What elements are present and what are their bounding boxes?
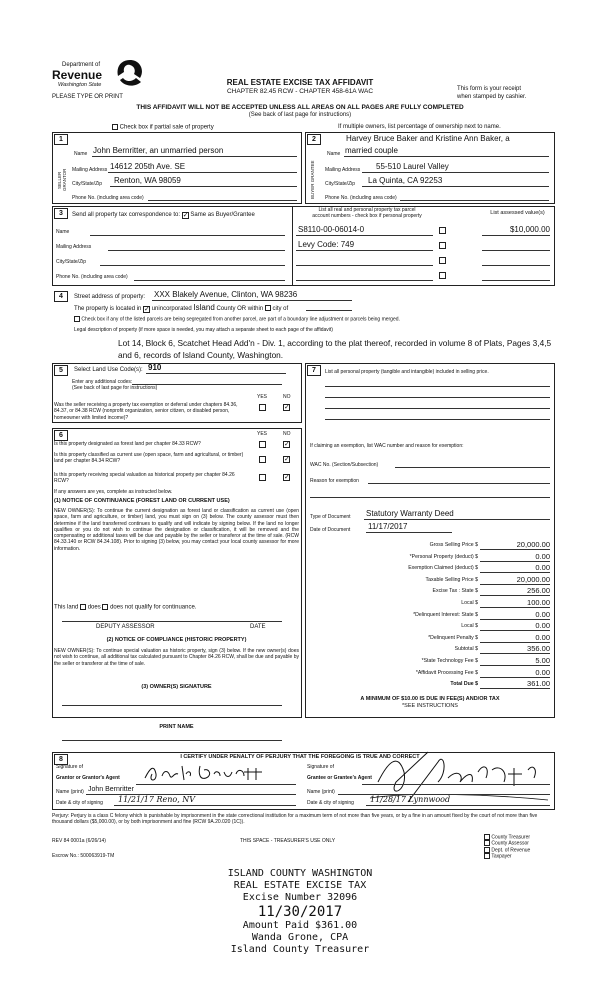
segregated-checkbox[interactable] (74, 316, 80, 322)
fee-value[interactable]: 0.00 (535, 551, 550, 561)
buyer-city[interactable]: La Quinta, CA 92253 (368, 176, 443, 185)
parcel-1-personal-checkbox[interactable] (439, 227, 446, 234)
fee-label: Subtotal $ (454, 646, 478, 653)
copy-county-assessor: County Assessor (491, 840, 529, 847)
additional-codes-label: Enter any additional codes: (72, 379, 133, 385)
fee-label: *Delinquent Interest: State $ (413, 611, 478, 618)
parcel-4-personal-checkbox[interactable] (439, 272, 446, 279)
stamp-treasurer-name: Wanda Grone, CPA (251, 932, 349, 943)
buyer-city-label: City/State/Zip (325, 181, 356, 187)
form-revision: REV 84 0001a (6/26/14) (52, 838, 106, 844)
personal-property-label: List all personal property (tangible and intangible) included in selling price. (325, 369, 489, 375)
section5-see-back: (See back of last page for instructions) (72, 385, 158, 391)
historic-yes-checkbox[interactable] (259, 474, 266, 481)
print-name-label: PRINT NAME (159, 724, 194, 730)
current-use-question: Is this property classified as current use (open space, farm and agricultural, or timber) land per chapter 84.34 RCW? (54, 452, 244, 465)
form-warning: THIS AFFIDAVIT WILL NOT BE ACCEPTED UNLESS ALL AREAS ON ALL PAGES ARE FULLY COMPLETED (136, 104, 464, 111)
logo-revenue-text: Revenue (52, 68, 103, 82)
forest-no-checkbox[interactable]: ✓ (284, 441, 290, 448)
land-use-code[interactable]: 910 (148, 363, 162, 372)
current-use-no-checkbox[interactable]: ✓ (284, 456, 290, 463)
stamp-date: 11/30/2017 (257, 904, 343, 920)
dept-revenue-checkbox[interactable] (484, 847, 490, 853)
fee-value[interactable]: 5.00 (535, 656, 550, 665)
fee-value[interactable]: 0.00 (535, 621, 550, 631)
buyer-side-label: BUYER GRANTEE (310, 160, 315, 200)
logo-state-text: Washington State (58, 82, 102, 88)
fee-label: Exemption Claimed (deduct) $ (408, 565, 478, 572)
section3-name-label: Name (56, 229, 70, 235)
does-qualify-checkbox[interactable] (80, 604, 86, 610)
section3-phone-label: Phone No. (including area code) (56, 274, 128, 280)
assessed-1[interactable]: $10,000.00 (509, 225, 550, 234)
city-checkbox[interactable] (265, 305, 271, 311)
logo-dept-text: Department of (62, 62, 101, 68)
forest-question: Is this property designated as forest land per chapter 84.33 RCW? (54, 441, 201, 447)
multiple-owners-note: If multiple owners, list percentage of ownership next to name. (338, 124, 501, 130)
date-document[interactable]: 11/17/2017 (368, 522, 408, 531)
fee-label: *Affidavit Processing Fee $ (415, 669, 478, 676)
stamp-county: ISLAND COUNTY WASHINGTON (227, 868, 373, 879)
grantee-signature-label: Signature of (307, 764, 334, 770)
copy-distribution (484, 834, 530, 859)
grantor-date-handwritten[interactable]: 11/21/17 Reno, NV (118, 795, 196, 804)
see-instructions: *SEE INSTRUCTIONS (402, 703, 458, 709)
fee-value[interactable]: 100.00 (527, 598, 550, 607)
segregated-row: Check box if any of the listed parcels are being segregated from another parcel, are part of a boundary line adjustment or parcels being merged. (74, 316, 400, 322)
seller-phone-label: Phone No. (including area code) (72, 195, 144, 201)
fee-label: Total Due $ (450, 681, 478, 688)
section-6-number: 6 (54, 430, 68, 441)
copy-taxpayer: Taxpayer (491, 853, 512, 860)
fee-value[interactable]: 0.00 (535, 632, 550, 642)
street-label: Street address of property: (74, 294, 146, 300)
exemption-no-checkbox[interactable]: ✓ (284, 404, 290, 411)
please-type-text: PLEASE TYPE OR PRINT (52, 94, 123, 100)
notice2-title: (2) NOTICE OF COMPLIANCE (HISTORIC PROPERTY) (106, 637, 247, 643)
form-chapter: CHAPTER 82.45 RCW - CHAPTER 458-61A WAC (226, 88, 374, 95)
section3-city-label: City/State/Zip (56, 259, 87, 265)
section-3-number: 3 (54, 208, 68, 219)
section-1-number: 1 (54, 134, 68, 145)
exemption-yes-checkbox[interactable] (259, 404, 266, 411)
taxpayer-checkbox[interactable] (484, 853, 490, 859)
copy-dept-revenue: Dept. of Revenue (491, 846, 531, 853)
receipt-note-1: This form is your receipt (457, 86, 522, 92)
legal-label: Legal description of property (if more space is needed, you may attach a separate sheet to each page of the affidavit) (74, 327, 333, 333)
grantor-agent-label: Grantor or Grantor's Agent (56, 775, 120, 781)
county-name: Island (193, 303, 215, 312)
exemption-reason-label: Reason for exemption (310, 478, 359, 484)
parcel-3-personal-checkbox[interactable] (439, 257, 446, 264)
seller-side-label: SELLER GRANTOR (57, 168, 67, 192)
partial-sale-label: Check box if partial sale of property (119, 124, 214, 131)
parcel-header-2: account numbers - check box if personal property (312, 213, 422, 219)
parcel-1[interactable]: S8110-00-06014-0 (298, 225, 365, 234)
grantor-signature[interactable] (140, 760, 290, 786)
seller-name-label: Name (74, 151, 88, 157)
fee-value[interactable]: 256.00 (527, 586, 550, 596)
buyer-name-line2[interactable]: married couple (345, 146, 398, 155)
partial-sale-checkbox[interactable] (112, 124, 118, 130)
form-title: REAL ESTATE EXCISE TAX AFFIDAVIT (226, 78, 374, 87)
copy-county-treasurer: County Treasurer (491, 834, 531, 841)
section3-mailing-label: Mailing Address (56, 244, 92, 250)
fee-value[interactable]: 20,000.00 (516, 540, 550, 549)
section-5-number: 5 (54, 365, 68, 376)
fee-label: *Delinquent Penalty $ (428, 634, 478, 641)
fee-label: Local $ (461, 600, 478, 606)
section5-no-header: NO (283, 394, 291, 400)
grantor-date-label: Date & city of signing (56, 800, 103, 806)
section5-yes-header: YES (257, 394, 268, 400)
exemption-question: Was the seller receiving a property tax exemption or deferral under chapters 84.36, 84.37, or 84.38 RCW (nonprofit organization, senior citizen, or disabled person, homeowner with limited income)? (54, 402, 238, 421)
certify-text: I CERTIFY UNDER PENALTY OF PERJURY THAT THE FOREGOING IS TRUE AND CORRECT (180, 754, 420, 760)
wac-number-label: WAC No. (Section/Subsection) (310, 462, 379, 468)
parcel-header-1: List all real and personal property tax parcel (318, 207, 416, 213)
fee-value[interactable]: 0.00 (535, 667, 550, 677)
deputy-assessor-label: DEPUTY ASSESSOR (96, 624, 155, 630)
buyer-phone-label: Phone No. (including area code) (325, 195, 397, 201)
stamp-treasurer-title: Island County Treasurer (230, 944, 370, 955)
fee-value[interactable]: 0.00 (535, 563, 550, 573)
seller-city[interactable]: Renton, WA 98059 (114, 176, 181, 185)
fee-value[interactable]: 0.00 (535, 609, 550, 619)
buyer-mailing-label: Mailing Address (325, 167, 361, 173)
exemption-claim-label: If claiming an exemption, list WAC number and reason for exemption: (310, 443, 464, 449)
buyer-name-label: Name (327, 151, 341, 157)
escrow-number: Escrow No.: 500063919-TM (52, 853, 115, 859)
historic-no-checkbox[interactable]: ✓ (284, 474, 290, 481)
county-treasurer-checkbox[interactable] (484, 834, 490, 840)
fee-value[interactable]: 361.00 (527, 679, 550, 689)
fee-label: Taxable Selling Price $ (425, 576, 478, 583)
unincorporated-checkbox[interactable]: ✓ (144, 306, 150, 313)
section-4-number: 4 (54, 291, 68, 302)
notice1-title: (1) NOTICE OF CONTINUANCE (FOREST LAND OR CURRENT USE) (54, 498, 230, 504)
section-8-number: 8 (54, 754, 68, 765)
minimum-note: A MINIMUM OF $10.00 IS DUE IN FEE(S) AND/OR TAX (360, 696, 500, 702)
see-back-note: (See back of last page for instructions) (248, 112, 352, 118)
grantee-name-label: Name (print) (307, 789, 335, 795)
historic-question: Is this property receiving special valuation as historical property per chapter 84.26 RCW? (54, 472, 235, 485)
stamp-excise-number: Excise Number 32096 (242, 892, 358, 903)
county-assessor-checkbox[interactable] (484, 840, 490, 846)
fee-label: *Personal Property (deduct) $ (409, 553, 478, 560)
fee-label: *State Technology Fee $ (421, 658, 478, 664)
grantor-name[interactable]: John Bernritter (88, 786, 134, 793)
correspondence-label: Send all property tax correspondence to: ✓ Same as Buyer/Grantee (72, 212, 255, 219)
grantee-date-label: Date & city of signing (307, 800, 354, 806)
treasurer-use-only: THIS SPACE - TREASURER'S USE ONLY (240, 838, 336, 844)
dor-logo-icon (114, 58, 146, 88)
seller-city-label: City/State/Zip (72, 181, 103, 187)
parcel-2[interactable]: Levy Code: 749 (298, 240, 355, 249)
land-use-label: Select Land Use Code(s): (74, 367, 143, 373)
partial-sale-row (112, 124, 214, 131)
grantor-name-label: Name (print) (56, 789, 84, 795)
seller-name[interactable]: John Bernritter, an unmarried person (93, 146, 224, 155)
date-document-label: Date of Document (310, 527, 351, 533)
notice2-body: NEW OWNER(S): To continue special valuation as historic property, sign (3) below. If the new owner(s) does not wish to continue, all additional tax calculated pursuant to Chapter 84.26 RCW, shall be due and payable by the seller or transferor at the time of sale. (54, 648, 299, 667)
type-document-label: Type of Document (310, 514, 351, 520)
owner-signature-label: (3) OWNER(S) SIGNATURE (141, 684, 212, 690)
grantor-signature-label: Signature of (56, 764, 83, 770)
grantee-agent-label: Grantee or Grantee's Agent (307, 775, 372, 781)
deputy-date-label: DATE (250, 624, 266, 630)
located-in-row: The property is located in ✓ unincorporated Island County OR within city of (74, 303, 289, 313)
fee-value[interactable]: 356.00 (527, 644, 550, 654)
section-2-number: 2 (307, 134, 321, 145)
same-as-buyer-checkbox[interactable]: ✓ (182, 212, 189, 219)
buyer-mailing[interactable]: 55-510 Laurel Valley (376, 162, 449, 171)
does-not-qualify-checkbox[interactable] (102, 604, 108, 610)
notice1-body: NEW OWNER(S): To continue the current designation as forest land or classification as current use (open space, farm and agriculture, or timber) land, you must sign on (3) below. The county assessor must then determine if the land transferred continues to qualify and will indicate by signing below. If the land no longer qualifies or you do not wish to continue the designation or classification, it will be removed and the compensating or additional taxes will be due and payable by the seller or transferor at the time of sale. (RCW 84.33.140 or RCW 84.34.108). Prior to signing (3) below, you may contact your local county assessor for more information. (54, 508, 299, 552)
section-7-number: 7 (307, 365, 321, 376)
seller-mailing-label: Mailing Address (72, 167, 108, 173)
parcel-2-personal-checkbox[interactable] (439, 242, 446, 249)
grantee-date-handwritten[interactable]: 11/28/17 Lynnwood (370, 795, 451, 804)
legal-description[interactable]: Lot 14, Block 6, Scatchet Head Add'n - Div. 1, according to the plat thereof, recorded in volume 8 of Plats, Pages 3,4,5 and 6, records of Island County, Washington. (118, 338, 552, 360)
receipt-note-2: when stamped by cashier. (457, 94, 527, 100)
assessed-header: List assessed value(s) (490, 210, 545, 216)
stamp-amount: Amount Paid $361.00 (242, 920, 358, 931)
stamp-tax: REAL ESTATE EXCISE TAX (233, 880, 367, 891)
perjury-notice: Perjury: Perjury is a class C felony which is punishable by imprisonment in the state correctional institution for a maximum term of not more than five years, or by a fine in an amount fixed by the court of not more than five thousand dollars ($5,000.00), or by both imprisonment and fine (RCW 9A.20.020 (1C)). (52, 813, 538, 826)
fee-label: Gross Selling Price $ (429, 542, 478, 548)
dor-logo (52, 58, 152, 98)
current-use-yes-checkbox[interactable] (259, 456, 266, 463)
qualify-row: This land does does not qualify for continuance. (54, 604, 197, 611)
if-yes-note: If any answers are yes, complete as instructed below. (54, 489, 173, 495)
type-document[interactable]: Statutory Warranty Deed (366, 509, 454, 518)
buyer-name-line1[interactable]: Harvey Bruce Baker and Kristine Ann Baker, a (346, 134, 510, 143)
fee-label: Local $ (461, 623, 478, 630)
fee-value[interactable]: 20,000.00 (516, 574, 550, 584)
fee-label: Excise Tax : State $ (432, 588, 478, 595)
forest-yes-checkbox[interactable] (259, 441, 266, 448)
street-address[interactable]: XXX Blakely Avenue, Clinton, WA 98236 (154, 290, 298, 299)
section6-no-header: NO (283, 431, 291, 437)
seller-mailing[interactable]: 14612 205th Ave. SE (110, 162, 186, 171)
section6-yes-header: YES (257, 431, 268, 437)
